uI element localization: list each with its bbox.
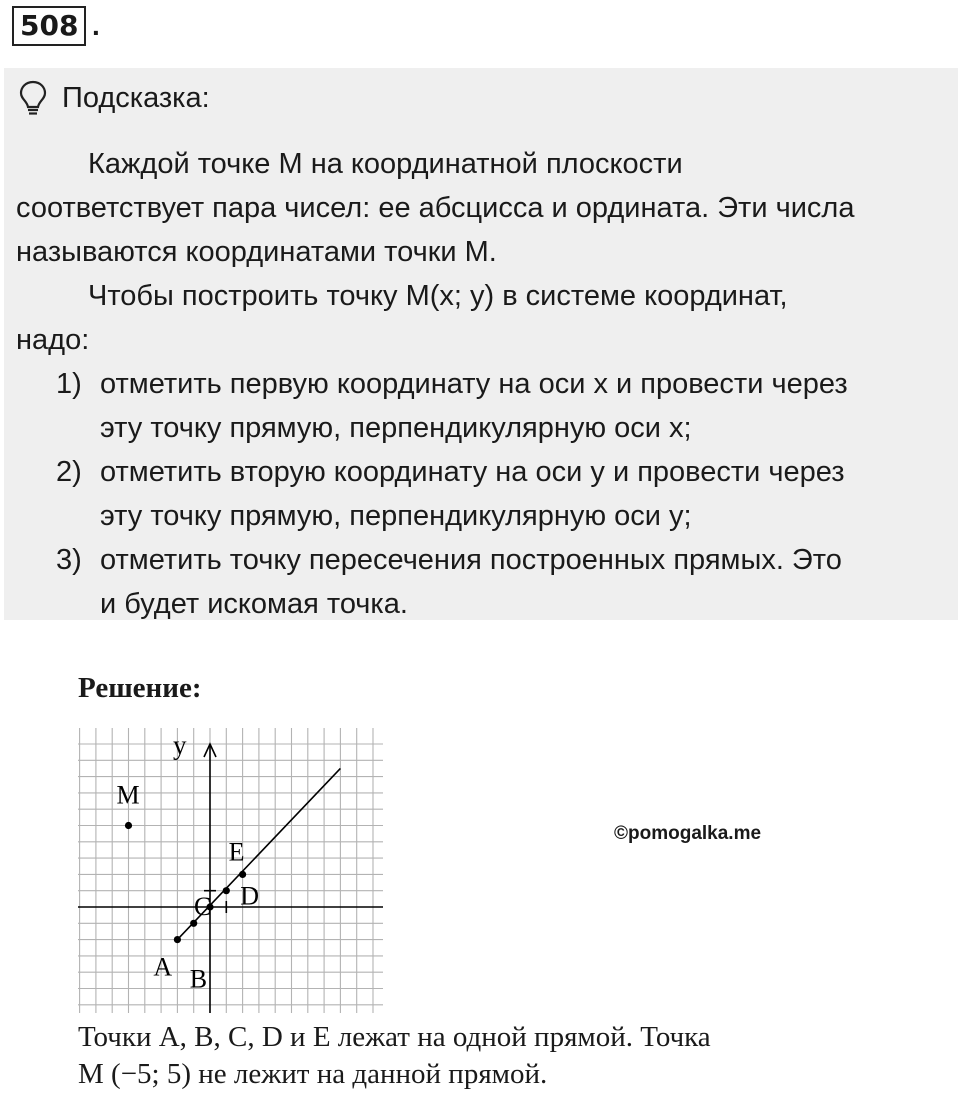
point-label-c: C <box>194 892 212 921</box>
step-text-line-2: эту точку прямую, перпендикулярную оси x; <box>100 412 692 444</box>
point-label-b: B <box>189 964 208 994</box>
hint-title: Подсказка: <box>62 81 210 114</box>
step-text-line-1: отметить точку пересечения построенных прямых. Это <box>100 544 842 576</box>
task-number: 508 <box>12 6 86 46</box>
step-text-line-2: и будет искомая точка. <box>100 588 408 620</box>
point-label-m: M <box>116 780 140 810</box>
task-number-dot: . <box>92 10 100 41</box>
hint-paragraph-1-line-2: соответствует пара чисел: ее абсцисса и ордината. Эти числа <box>16 192 855 224</box>
step-number: 2) <box>56 456 82 488</box>
step-text-line-2: эту точку прямую, перпендикулярную оси y; <box>100 500 692 532</box>
solution-title: Решение: <box>78 672 202 704</box>
step-number: 1) <box>56 368 82 400</box>
point-a <box>174 936 181 943</box>
point-label-d: D <box>240 881 260 911</box>
point-m <box>125 822 132 829</box>
hint-paragraph-2-line-2: надо: <box>16 324 90 356</box>
point-d <box>223 887 230 894</box>
hint-paragraph-2-line-1: Чтобы построить точку М(x; y) в системе координат, <box>88 280 788 312</box>
hint-paragraph-1-line-1: Каждой точке М на координатной плоскости <box>88 148 683 180</box>
conclusion-line-2: M (−5; 5) не лежит на данной прямой. <box>78 1058 548 1090</box>
point-label-a: A <box>153 952 173 982</box>
conclusion-line-1: Точки A, B, C, D и E лежат на одной прямой. Точка <box>78 1021 711 1053</box>
watermark: ©pomogalka.me <box>614 823 762 844</box>
step-number: 3) <box>56 544 82 576</box>
point-label-e: E <box>228 837 245 867</box>
point-e <box>239 871 246 878</box>
points <box>117 781 260 994</box>
step-text-line-1: отметить первую координату на оси x и провести через <box>100 368 848 400</box>
hint-paragraph-1-line-3: называются координатами точки М. <box>16 236 497 268</box>
conclusion <box>78 1019 938 1093</box>
step-text-line-1: отметить вторую координату на оси y и провести через <box>100 456 845 488</box>
y-axis-label: y <box>173 730 187 760</box>
